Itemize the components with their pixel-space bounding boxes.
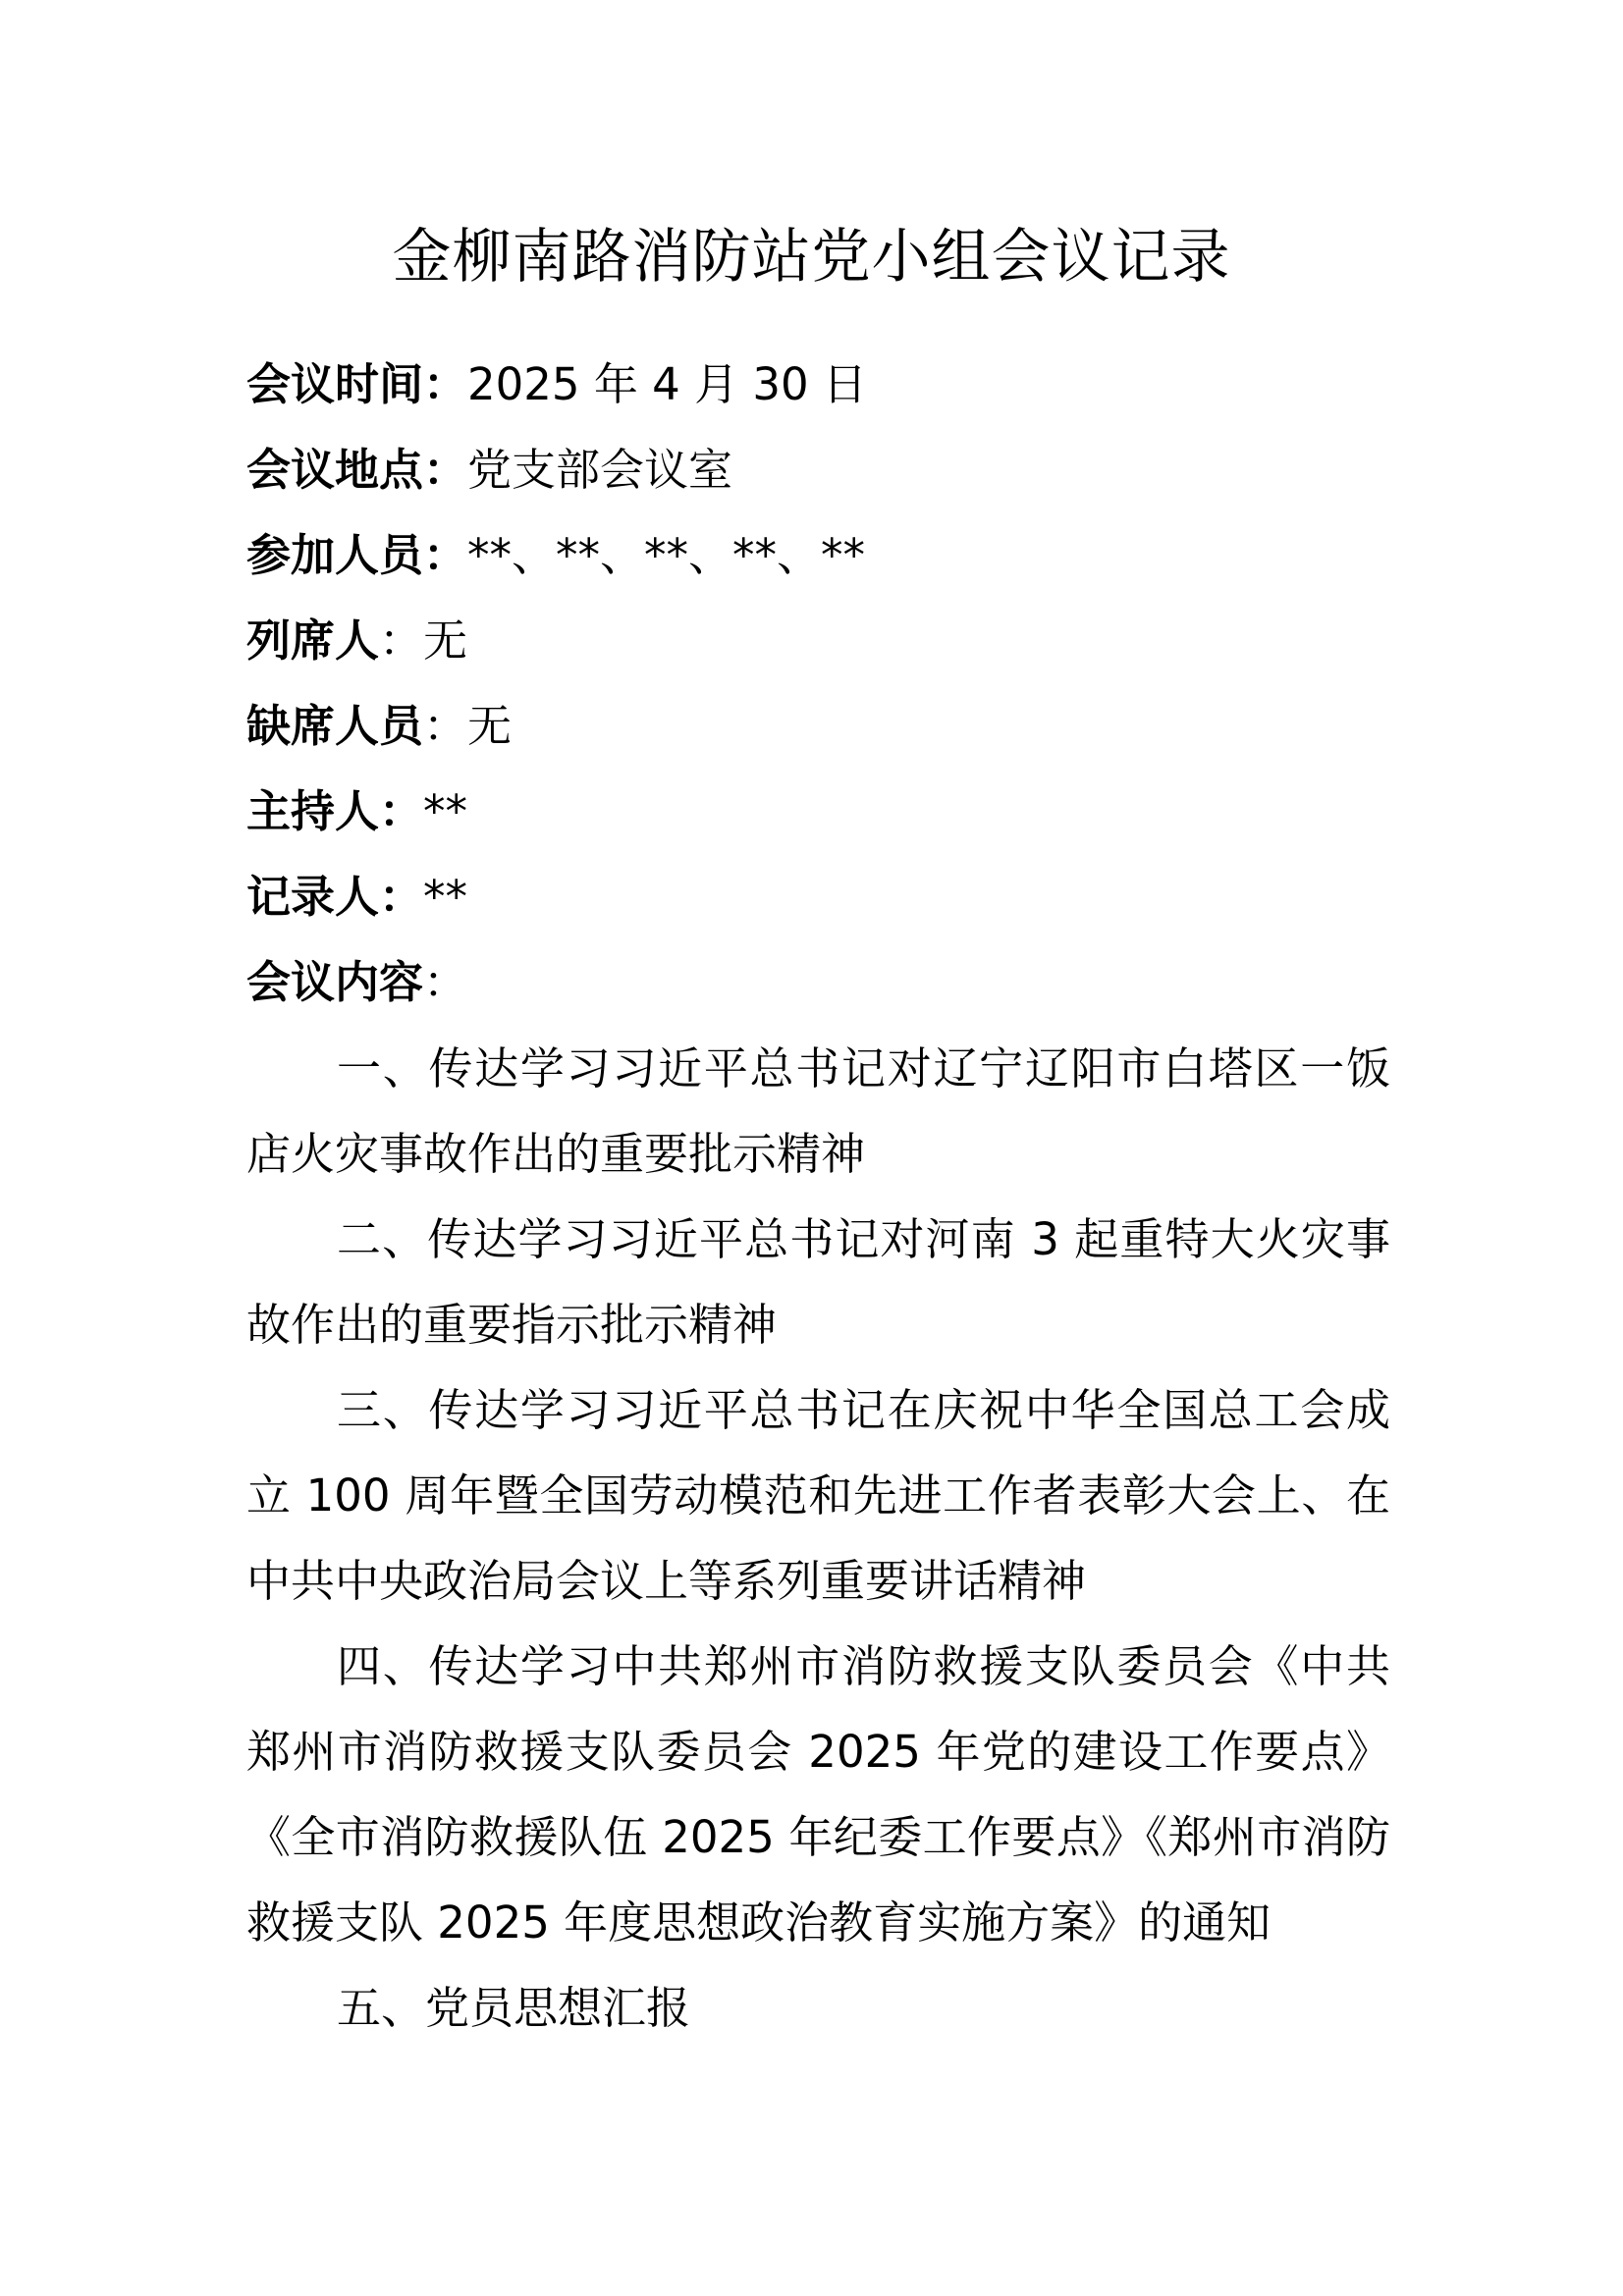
field-attendees (246, 526, 865, 585)
field-absentees (246, 697, 512, 756)
field-host (246, 782, 467, 841)
field-colon: ： (379, 614, 424, 667)
field-content (246, 953, 467, 1012)
page-title: 金柳南路消防站党小组会议记录 (392, 223, 1231, 292)
field-colon: ： (423, 444, 468, 496)
field-colon: ： (379, 871, 424, 923)
content-item: 一、传达学习习近平总书记对辽宁辽阳市白塔区一饭店火灾事故作出的重要批示精神 (246, 1042, 1390, 1180)
field-value: 党支部会议室 (467, 444, 733, 496)
field-label: 会议内容 (246, 956, 424, 1008)
field-observers (246, 612, 467, 670)
field-value: 2025 年 4 月 30 日 (467, 358, 867, 410)
content-item: 四、传达学习中共郑州市消防救援支队委员会《中共郑州市消防救援支队委员会 2025 年党的建设工作要点》《全市消防救援队伍 2025 年纪委工作要点》《郑州市消防救援支队 2025 年度思想政治教育实施方案》的通知 (246, 1640, 1390, 1949)
field-colon: ： (423, 956, 468, 1008)
field-label: 会议地点 (246, 444, 424, 496)
field-value: 无 (423, 614, 468, 667)
content-item: 三、传达学习习近平总书记在庆祝中华全国总工会成立 100 周年暨全国劳动模范和先进工作者表彰大会上、在中共中央政治局会议上等系列重要讲话精神 (246, 1384, 1390, 1607)
field-meeting-time (246, 355, 867, 414)
meeting-content-list (246, 1026, 1390, 2051)
field-label: 会议时间 (246, 358, 424, 410)
field-recorder (246, 868, 467, 927)
field-value: **、**、**、**、** (467, 529, 866, 581)
field-value: 无 (467, 700, 513, 752)
field-label: 缺席人员 (246, 700, 424, 752)
content-item: 二、传达学习习近平总书记对河南 3 起重特大火灾事故作出的重要指示批示精神 (246, 1213, 1390, 1351)
field-value: ** (423, 785, 468, 837)
field-colon: ： (379, 785, 424, 837)
field-meeting-place (246, 441, 732, 500)
field-label: 参加人员 (246, 529, 424, 581)
field-label: 主持人 (246, 785, 380, 837)
field-label: 记录人 (246, 871, 380, 923)
field-colon: ： (423, 700, 468, 752)
content-item: 五、党员思想汇报 (337, 1982, 691, 2034)
field-colon: ： (423, 529, 468, 581)
field-colon: ： (423, 358, 468, 410)
field-value: ** (423, 871, 468, 923)
field-label: 列席人 (246, 614, 380, 667)
